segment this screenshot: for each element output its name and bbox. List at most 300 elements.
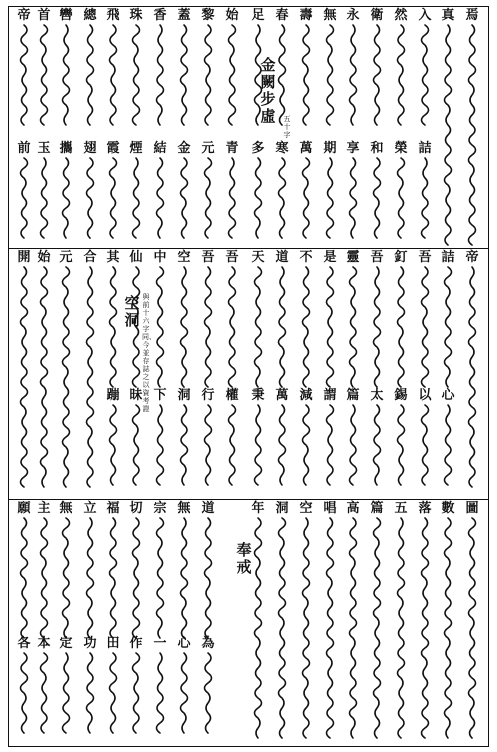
score-column	[390, 7, 412, 248]
lyric-character: 合	[83, 250, 97, 265]
lyric-character: 永	[346, 8, 360, 23]
neume-line	[390, 7, 412, 248]
lyric-character: 篇	[370, 501, 384, 516]
neume-stroke	[181, 405, 188, 485]
lyric-character: 前	[17, 141, 31, 156]
lyric-character: 本	[37, 636, 51, 651]
lyric-character: 為	[201, 636, 215, 651]
neume-stroke	[133, 267, 140, 387]
neume-stroke	[469, 267, 476, 487]
neume-stroke	[374, 405, 381, 485]
lyric-character: 篇	[346, 388, 360, 403]
score-column	[461, 7, 483, 248]
neume-stroke	[87, 158, 94, 238]
neume-stroke	[279, 158, 286, 238]
section-title-note: 五十字	[283, 115, 291, 139]
lyric-character: 無	[59, 501, 73, 516]
score-column	[247, 249, 269, 499]
lyric-character: 作	[129, 636, 143, 651]
lyric-character: 萬	[275, 388, 289, 403]
lyric-character: 煙	[129, 141, 143, 156]
lyric-character: 詰	[441, 250, 455, 265]
lyric-character: 洞	[275, 501, 289, 516]
neume-line	[149, 7, 171, 248]
lyric-character: 春	[275, 8, 289, 23]
neume-stroke	[255, 518, 262, 738]
neume-line	[13, 7, 35, 248]
lyric-character: 一	[153, 636, 167, 651]
score-column	[366, 249, 388, 499]
score-column	[295, 7, 317, 248]
neume-stroke	[87, 25, 94, 125]
score-column	[271, 7, 293, 248]
neume-line	[173, 249, 195, 499]
score-column	[55, 249, 77, 499]
section-title: 奉戒	[236, 541, 252, 576]
lyric-character: 靈	[346, 250, 360, 265]
lyric-character: 青	[225, 141, 239, 156]
lyric-character: 落	[418, 501, 432, 516]
lyric-character: 吾	[225, 250, 239, 265]
neume-stroke	[63, 653, 70, 733]
lyric-character: 田	[106, 636, 120, 651]
score-column	[390, 249, 412, 499]
neume-line	[55, 7, 77, 248]
neume-line	[271, 7, 293, 248]
score-column	[149, 7, 171, 248]
neume-stroke	[303, 25, 310, 125]
neume-stroke	[157, 518, 164, 638]
lyric-character: 期	[323, 141, 337, 156]
lyric-character: 珠	[129, 8, 143, 23]
neume-stroke	[110, 25, 117, 125]
neume-stroke	[41, 267, 48, 487]
lyric-character: 衛	[370, 8, 384, 23]
lyric-character: 吾	[201, 250, 215, 265]
neume-line	[33, 249, 55, 499]
lyric-character: 以	[418, 388, 432, 403]
lyric-character: 始	[37, 250, 51, 265]
lyric-character: 和	[370, 141, 384, 156]
neume-stroke	[205, 653, 212, 733]
neume-line	[295, 7, 317, 248]
neume-stroke	[255, 405, 262, 485]
neume-stroke	[157, 405, 164, 485]
neume-stroke	[469, 25, 476, 245]
score-column	[79, 500, 101, 746]
lyric-character: 其	[106, 250, 120, 265]
neume-line	[102, 500, 124, 746]
neume-stroke	[63, 158, 70, 238]
neume-stroke	[350, 518, 357, 738]
neume-line	[125, 249, 147, 499]
score-column	[33, 500, 55, 746]
lyric-character: 唱	[323, 501, 337, 516]
lyric-character: 洞	[177, 388, 191, 403]
neume-line	[55, 249, 77, 499]
score-column	[221, 7, 243, 248]
neume-stroke	[350, 267, 357, 387]
lyric-character: 首	[37, 8, 51, 23]
lyric-character: 蓋	[177, 8, 191, 23]
lyric-character: 仙	[129, 250, 143, 265]
neume-stroke	[327, 25, 334, 125]
neume-stroke	[374, 158, 381, 238]
neume-stroke	[133, 405, 140, 485]
neume-stroke	[229, 405, 236, 485]
neume-stroke	[181, 518, 188, 638]
neume-stroke	[398, 158, 405, 238]
neume-line	[197, 500, 219, 746]
neume-line	[173, 500, 195, 746]
lyric-character: 下	[153, 388, 167, 403]
neume-stroke	[303, 518, 310, 738]
neume-line	[461, 249, 483, 499]
neume-line	[79, 7, 101, 248]
neume-stroke	[327, 267, 334, 387]
lyric-character: 中	[153, 250, 167, 265]
neume-line	[247, 7, 269, 248]
neume-line	[295, 500, 317, 746]
lyric-character: 始	[225, 8, 239, 23]
neume-line	[390, 500, 412, 746]
score-column	[247, 500, 269, 746]
score-column	[55, 500, 77, 746]
lyric-character: 年	[251, 501, 265, 516]
score-column	[149, 500, 171, 746]
score-column	[461, 249, 483, 499]
score-column	[125, 7, 147, 248]
score-column	[125, 500, 147, 746]
neume-stroke	[181, 25, 188, 125]
neume-stroke	[229, 158, 236, 238]
lyric-character: 釘	[394, 250, 408, 265]
lyric-character: 空	[177, 250, 191, 265]
neume-stroke	[87, 267, 94, 487]
neume-stroke	[157, 653, 164, 733]
lyric-character: 秉	[251, 388, 265, 403]
neume-stroke	[398, 518, 405, 738]
score-column	[414, 7, 436, 248]
neume-stroke	[133, 653, 140, 733]
lyric-character: 黎	[201, 8, 215, 23]
neume-line	[342, 7, 364, 248]
lyric-character: 空	[299, 501, 313, 516]
neume-stroke	[350, 25, 357, 125]
neume-stroke	[422, 25, 429, 125]
neume-stroke	[374, 518, 381, 738]
score-column	[295, 500, 317, 746]
section-title: 空洞	[124, 294, 140, 329]
neume-line	[125, 500, 147, 746]
neume-line	[414, 7, 436, 248]
neume-stroke	[133, 25, 140, 125]
lyric-character: 錫	[394, 388, 408, 403]
neume-stroke	[422, 158, 429, 238]
neume-stroke	[255, 158, 262, 238]
lyric-character: 足	[251, 8, 265, 23]
section-jinque-buxu	[8, 6, 489, 248]
neume-line	[271, 249, 293, 499]
neume-line	[79, 500, 101, 746]
section-kongdong	[8, 248, 489, 499]
lyric-character: 攜	[59, 141, 73, 156]
section-title-note: 與前十六字同、今並存誌之以資考證	[142, 293, 156, 413]
lyric-character: 減	[299, 388, 313, 403]
neume-stroke	[41, 25, 48, 125]
score-column	[149, 249, 171, 499]
neume-stroke	[181, 653, 188, 733]
neume-stroke	[445, 25, 452, 245]
lyric-character: 心	[177, 636, 191, 651]
lyric-character: 五	[394, 501, 408, 516]
score-column	[366, 7, 388, 248]
lyric-character: 入	[418, 8, 432, 23]
neume-line	[271, 500, 293, 746]
score-column	[414, 249, 436, 499]
lyric-character: 玉	[37, 141, 51, 156]
neume-stroke	[327, 405, 334, 485]
neume-stroke	[445, 518, 452, 738]
lyric-character: 翅	[83, 141, 97, 156]
score-column	[319, 500, 341, 746]
section-title: 金闕步虛	[260, 56, 276, 125]
lyric-character: 定	[59, 636, 73, 651]
score-column	[197, 249, 219, 499]
lyric-character: 各	[17, 636, 31, 651]
neume-stroke	[63, 25, 70, 125]
lyric-character: 功	[83, 636, 97, 651]
score-column	[295, 249, 317, 499]
neume-line	[366, 249, 388, 499]
neume-line	[295, 249, 317, 499]
lyric-character: 寒	[275, 141, 289, 156]
score-column	[390, 500, 412, 746]
neume-line	[461, 500, 483, 746]
neume-line	[437, 7, 459, 248]
lyric-character: 行	[201, 388, 215, 403]
lyric-character: 萬	[299, 141, 313, 156]
neume-stroke	[374, 25, 381, 125]
neume-stroke	[303, 267, 310, 387]
neume-stroke	[422, 518, 429, 738]
neume-stroke	[327, 518, 334, 738]
neume-stroke	[21, 653, 28, 733]
neume-stroke	[181, 158, 188, 238]
lyric-character: 切	[129, 501, 143, 516]
neume-line	[437, 500, 459, 746]
neume-stroke	[181, 267, 188, 387]
lyric-character: 福	[106, 501, 120, 516]
lyric-character: 天	[251, 250, 265, 265]
lyric-character: 香	[153, 8, 167, 23]
neume-line	[221, 7, 243, 248]
neume-line	[173, 7, 195, 248]
neume-stroke	[469, 518, 476, 738]
lyric-character: 圖	[465, 501, 479, 516]
lyric-character: 總	[83, 8, 97, 23]
neume-stroke	[303, 405, 310, 485]
neume-stroke	[87, 518, 94, 638]
neume-stroke	[374, 267, 381, 387]
score-column	[247, 7, 269, 248]
neume-stroke	[133, 158, 140, 238]
lyric-character: 帝	[17, 8, 31, 23]
neume-stroke	[422, 267, 429, 387]
neume-line	[13, 500, 35, 746]
neume-stroke	[350, 405, 357, 485]
neume-stroke	[255, 25, 262, 125]
neume-stroke	[157, 25, 164, 125]
neume-line	[13, 249, 35, 499]
neume-stroke	[398, 267, 405, 387]
lyric-character: 無	[177, 501, 191, 516]
score-column	[13, 500, 35, 746]
lyric-character: 謂	[323, 388, 337, 403]
score-column	[414, 500, 436, 746]
score-column	[173, 249, 195, 499]
neume-stroke	[279, 518, 286, 738]
score-column	[102, 500, 124, 746]
neume-line	[79, 249, 101, 499]
score-column	[342, 249, 364, 499]
neume-stroke	[255, 267, 262, 387]
neume-line	[366, 7, 388, 248]
neume-stroke	[303, 158, 310, 238]
neume-line	[247, 500, 269, 746]
neume-stroke	[445, 405, 452, 485]
lyric-character: 願	[17, 501, 31, 516]
score-column	[102, 7, 124, 248]
neume-stroke	[21, 267, 28, 487]
score-column	[173, 7, 195, 248]
neume-line	[319, 500, 341, 746]
neume-stroke	[110, 653, 117, 733]
lyric-character: 詰	[418, 141, 432, 156]
neume-line	[197, 7, 219, 248]
neume-stroke	[422, 405, 429, 485]
score-column	[342, 7, 364, 248]
neume-line	[102, 7, 124, 248]
neume-stroke	[398, 405, 405, 485]
neume-line	[33, 7, 55, 248]
neume-stroke	[327, 158, 334, 238]
lyric-character: 享	[346, 141, 360, 156]
score-column	[102, 249, 124, 499]
neume-stroke	[110, 267, 117, 387]
lyric-character: 心	[441, 388, 455, 403]
lyric-character: 蹦	[106, 388, 120, 403]
score-column	[319, 7, 341, 248]
score-column	[366, 500, 388, 746]
lyric-character: 壽	[299, 8, 313, 23]
score-column	[33, 249, 55, 499]
neume-stroke	[21, 518, 28, 638]
neume-line	[414, 249, 436, 499]
neume-line	[437, 249, 459, 499]
lyric-character: 多	[251, 141, 265, 156]
neume-stroke	[350, 158, 357, 238]
lyric-character: 主	[37, 501, 51, 516]
neume-stroke	[110, 405, 117, 485]
neume-line	[149, 249, 171, 499]
lyric-character: 昧	[129, 388, 143, 403]
lyric-character: 開	[17, 250, 31, 265]
neume-line	[33, 500, 55, 746]
lyric-character: 霞	[106, 141, 120, 156]
score-column	[197, 7, 219, 248]
lyric-character: 榮	[394, 141, 408, 156]
neume-line	[102, 249, 124, 499]
neume-line	[366, 500, 388, 746]
neume-stroke	[279, 405, 286, 485]
neume-stroke	[157, 158, 164, 238]
lyric-character: 無	[323, 8, 337, 23]
neume-stroke	[157, 267, 164, 387]
lyric-character: 不	[299, 250, 313, 265]
lyric-character: 宗	[153, 501, 167, 516]
lyric-character: 轡	[59, 8, 73, 23]
lyric-character: 權	[225, 388, 239, 403]
neume-stroke	[63, 518, 70, 638]
lyric-character: 真	[441, 8, 455, 23]
lyric-character: 金	[177, 141, 191, 156]
neume-stroke	[205, 158, 212, 238]
neume-line	[390, 249, 412, 499]
section-fengjie	[8, 499, 489, 747]
lyric-character: 吾	[418, 250, 432, 265]
lyric-character: 立	[83, 501, 97, 516]
neume-line	[55, 500, 77, 746]
score-column	[271, 249, 293, 499]
lyric-character: 是	[323, 250, 337, 265]
score-column	[33, 7, 55, 248]
lyric-character: 道	[201, 501, 215, 516]
score-column	[342, 500, 364, 746]
neume-stroke	[205, 267, 212, 387]
neume-stroke	[21, 158, 28, 238]
score-column	[55, 7, 77, 248]
lyric-character: 吾	[370, 250, 384, 265]
score-column	[271, 500, 293, 746]
neume-line	[342, 500, 364, 746]
score-column	[173, 500, 195, 746]
neume-stroke	[41, 653, 48, 733]
neume-stroke	[110, 158, 117, 238]
lyric-character: 數	[441, 501, 455, 516]
score-column	[13, 7, 35, 248]
score-column	[437, 249, 459, 499]
lyric-character: 元	[201, 141, 215, 156]
neume-stroke	[21, 25, 28, 125]
neume-line	[247, 249, 269, 499]
lyric-character: 焉	[465, 8, 479, 23]
neume-line	[221, 249, 243, 499]
neume-stroke	[133, 518, 140, 638]
lyric-character: 道	[275, 250, 289, 265]
neume-stroke	[41, 518, 48, 638]
score-column	[437, 500, 459, 746]
lyric-character: 元	[59, 250, 73, 265]
lyric-character: 然	[394, 8, 408, 23]
neume-line	[414, 500, 436, 746]
neume-stroke	[205, 518, 212, 638]
neume-stroke	[87, 653, 94, 733]
neume-line	[461, 7, 483, 248]
neume-stroke	[279, 25, 286, 125]
score-column	[221, 249, 243, 499]
neume-line	[197, 249, 219, 499]
